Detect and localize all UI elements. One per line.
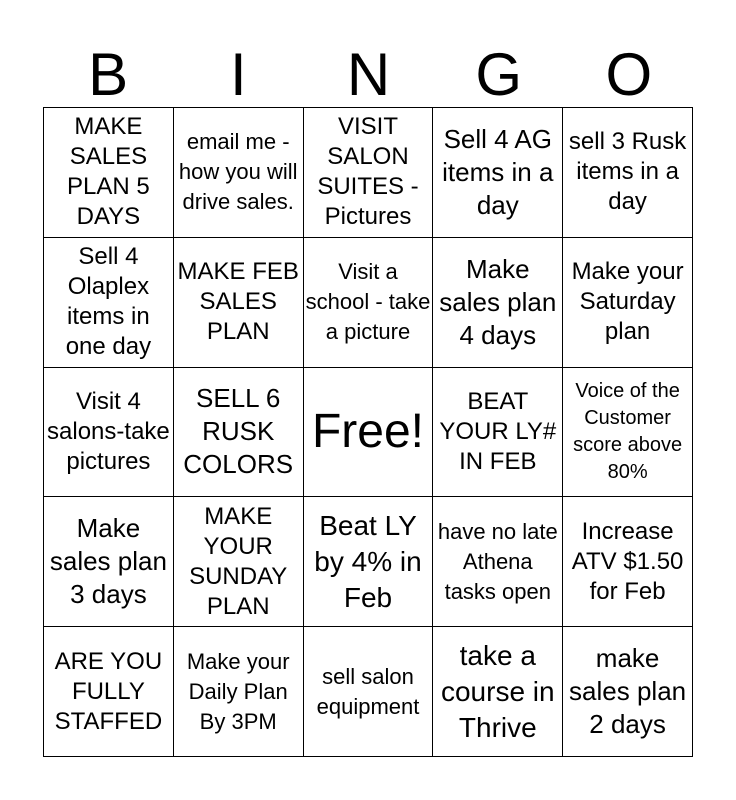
bingo-cell[interactable]: SELL 6 RUSK COLORS [174,368,304,498]
bingo-cell[interactable]: ARE YOU FULLY STAFFED [44,627,174,757]
bingo-cell[interactable]: have no late Athena tasks open [433,497,563,627]
header-letter-i: I [229,41,247,108]
bingo-cell[interactable]: Beat LY by 4% in Feb [304,497,434,627]
bingo-cell[interactable]: MAKE SALES PLAN 5 DAYS [44,108,174,238]
bingo-cell[interactable]: Make your Saturday plan [563,238,693,368]
bingo-cell[interactable]: sell 3 Rusk items in a day [563,108,693,238]
bingo-cell[interactable]: take a course in Thrive [433,627,563,757]
bingo-grid [43,107,693,757]
bingo-cell[interactable]: Voice of the Customer score above 80% [563,368,693,498]
bingo-cell[interactable]: Make sales plan 3 days [44,497,174,627]
bingo-cell[interactable]: Visit 4 salons-take pictures [44,368,174,498]
bingo-cell[interactable]: MAKE FEB SALES PLAN [174,238,304,368]
bingo-cell[interactable]: MAKE YOUR SUNDAY PLAN [174,497,304,627]
bingo-cell[interactable]: email me - how you will drive sales. [174,108,304,238]
bingo-cell[interactable]: BEAT YOUR LY# IN FEB [433,368,563,498]
free-cell[interactable]: Free! [304,368,434,498]
header-letter-n: N [346,41,391,108]
bingo-cell[interactable]: make sales plan 2 days [563,627,693,757]
bingo-cell[interactable]: sell salon equipment [304,627,434,757]
bingo-cell[interactable]: Sell 4 AG items in a day [433,108,563,238]
header-letter-g: G [475,41,523,108]
bingo-cell[interactable]: Sell 4 Olaplex items in one day [44,238,174,368]
header-letter-o: O [605,41,653,108]
bingo-cell[interactable]: Make sales plan 4 days [433,238,563,368]
bingo-cell[interactable]: Make your Daily Plan By 3PM [174,627,304,757]
header-letter-b: B [88,41,129,108]
bingo-header [43,40,694,110]
bingo-cell[interactable]: Visit a school - take a picture [304,238,434,368]
bingo-cell[interactable]: Increase ATV $1.50 for Feb [563,497,693,627]
bingo-cell[interactable]: VISIT SALON SUITES - Pictures [304,108,434,238]
